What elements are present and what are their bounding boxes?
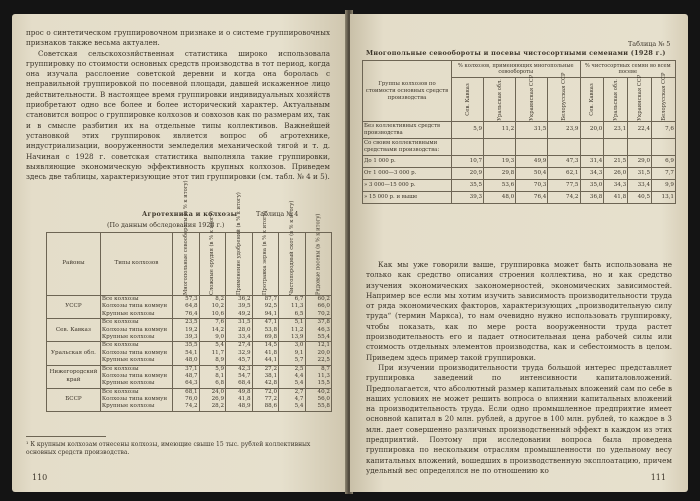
- value-cell: 41,8: [604, 192, 628, 204]
- column-header: Сложные орудия (в % к итогу): [199, 233, 225, 296]
- colkhoz-type: Крупные колхозы: [101, 403, 155, 410]
- region-header: Белорусская ССР: [548, 78, 580, 122]
- table-row: [363, 180, 676, 192]
- value: 5,4: [294, 403, 304, 410]
- colkhoz-type: Крупные колхозы: [101, 333, 155, 340]
- value-cell: 20,0: [580, 122, 604, 139]
- value-cell: 19,3: [484, 156, 516, 168]
- value: 22,5: [317, 357, 330, 364]
- region-header: Украинская ССР: [516, 78, 548, 122]
- value: 11,7: [211, 349, 225, 356]
- row-label: » 3 000—15 000 р.: [363, 180, 452, 192]
- region-cell: УССР: [47, 296, 101, 319]
- value-cell: [199, 388, 225, 411]
- value-cell: 33,4: [628, 180, 652, 192]
- value-cell: 50,4: [516, 168, 548, 180]
- value: 54,7: [238, 372, 251, 379]
- colkhoz-type: Крупные колхозы: [101, 310, 155, 317]
- value: 57,3: [185, 296, 198, 302]
- value-cell: 29,8: [484, 168, 516, 180]
- value-cell: 23,1: [604, 122, 628, 139]
- value: 36,2: [238, 296, 251, 302]
- value-cell: [279, 365, 305, 388]
- region-header: Уральская обл.: [484, 78, 516, 122]
- value-cell: [252, 342, 278, 365]
- value-cell: 11,2: [484, 122, 516, 139]
- value-cell: [516, 139, 548, 156]
- value: 11,3: [317, 372, 330, 379]
- column-header: Многопольные севообороты (в % к итогу): [173, 233, 199, 296]
- value-cell: [199, 319, 225, 342]
- value: 68,1: [185, 388, 198, 395]
- value-cell: [173, 365, 199, 388]
- value: 55,8: [317, 403, 330, 410]
- value-cell: [252, 365, 278, 388]
- value: 27,2: [264, 365, 278, 372]
- page-number: 110: [32, 473, 48, 482]
- value: 4,7: [294, 396, 304, 403]
- value: 8,9: [215, 357, 225, 364]
- value: 66,0: [317, 303, 330, 310]
- colkhoz-type: Крупные колхозы: [101, 380, 155, 387]
- value: 2,7: [294, 388, 304, 395]
- value-cell: 40,5: [628, 192, 652, 204]
- row-label: До 1 000 р.: [363, 156, 452, 168]
- value-cell: 49,9: [516, 156, 548, 168]
- region-cell: Уральская обл.: [47, 342, 101, 365]
- row-header: Группы колхозов по стоимости основных средств производства: [363, 61, 452, 122]
- value: 24,0: [211, 388, 225, 395]
- colkhoz-type: Колхозы типа коммун: [101, 326, 168, 333]
- right-page: [350, 14, 688, 492]
- value-cell: [199, 365, 225, 388]
- column-header: Районы: [47, 233, 101, 296]
- value-cell: [580, 139, 604, 156]
- value: 20,0: [317, 349, 330, 356]
- colkhoz-type: Колхозы типа коммун: [101, 349, 168, 356]
- table-row: [363, 122, 676, 139]
- value-cell: [252, 319, 278, 342]
- types-cell: [100, 342, 172, 365]
- value: 28,2: [211, 403, 225, 410]
- types-cell: [100, 388, 172, 411]
- colkhoz-type: Все колхозы: [101, 319, 139, 326]
- left-page: [12, 14, 348, 492]
- value: 8,7: [321, 365, 330, 372]
- colkhoz-type: Все колхозы: [101, 388, 139, 395]
- region-cell: БССР: [47, 388, 101, 411]
- left-body-text: [26, 28, 330, 182]
- paragraph: Как мы уже говорили выше, группировка может быть использована не только как средство описания строения коллектива, но и как средство изучения экономических закономерностей, экономических зависимостей. Например все если мы хотим изучить зависимость производительности труда от ряда экономических факторов, характеризующих „производительную силу труда“ (термин Маркса), то нам очевидно нужно использовать группировку, чтобы показать, как по мере роста вооруженности труда растет производительность его и падает относительная цена рабочей силы или стоимость отдельных элементов производства, как и себестоимость в целом. Приведем здесь пример такой группировки.: [366, 260, 672, 362]
- column-header: Применение удобрений (в % к итогу): [226, 233, 252, 296]
- value: 72,0: [264, 388, 278, 395]
- value-cell: [305, 342, 332, 365]
- value: 14,2: [211, 326, 225, 333]
- value: 76,0: [185, 396, 198, 403]
- column-header: Типы колхозов: [100, 233, 172, 296]
- paragraph: Советская сельскохозяйственная статистика широко использовала группировку по стоимости основных средств производства в тот период, когда она изучала расслоение советской деревни и когда она боролась с неправильной группировкой по посевной площади, давшей искаженное лицо действительности. В настоящее время группировки индивидуальных хозяйств приобретают одно все более и более исторический характер. Актуальным становится вопрос о группировке колхозов и совхозов как по размерам их, так и в смысле разбития их на отдельные типы коллективов. Важнейшей установкой этих группировок является вопрос об агротехнике, индустриализации, вооруженности земледелия механической тягой и т. д. Начиная с 1928 г. советская статистика выполняла такие группировки, выявляющие экономическую эффективность крупных колхозов. Приведем здесь две таблицы, характеризующие этот тип группировки (см. табл. № 4 и 5).: [26, 48, 330, 182]
- value: 42,3: [238, 365, 251, 372]
- value-cell: [305, 388, 332, 411]
- value: 9,1: [294, 349, 304, 356]
- colkhoz-type: Крупные колхозы: [101, 357, 155, 364]
- value: 14,5: [264, 342, 278, 349]
- value-cell: 22,4: [628, 122, 652, 139]
- types-cell: [100, 296, 172, 319]
- value: 48,9: [238, 403, 251, 410]
- row-label: Без коллективных средств производства: [363, 122, 452, 139]
- value: 4,4: [294, 372, 304, 379]
- value-cell: [252, 296, 278, 319]
- value-cell: [252, 388, 278, 411]
- region-header: Украинская ССР: [628, 78, 652, 122]
- value-cell: [548, 139, 580, 156]
- value: 70,2: [317, 310, 330, 317]
- value: 48,7: [185, 372, 198, 379]
- value: 54,1: [185, 349, 198, 356]
- value-cell: [226, 365, 252, 388]
- value-cell: [226, 342, 252, 365]
- paragraph: прос о синтетическом группировочном признаке и о системе группировочных признаков также весьма актуален.: [26, 28, 330, 48]
- value: 35,5: [185, 342, 198, 349]
- region-cell: Нижегородский край: [47, 365, 101, 388]
- value-cell: [173, 296, 199, 319]
- row-label: Со своим коллективными средствами производства:: [363, 139, 452, 156]
- value: 76,4: [185, 310, 198, 317]
- table-row: [47, 365, 332, 388]
- footnote: ¹ К крупным колхозам отнесены колхозы, имеющие свыше 15 тыс. рублей коллективных основных средств производства.: [26, 441, 311, 456]
- value-cell: [305, 296, 332, 319]
- region-header: Уральская обл.: [604, 78, 628, 122]
- value: 23,5: [185, 319, 198, 326]
- value-cell: 35,5: [452, 180, 484, 192]
- table-number: Таблица № 5: [628, 40, 671, 48]
- value-cell: 34,3: [580, 168, 604, 180]
- group-header: % колхозов, применяющих многопольные севообороты: [452, 61, 581, 78]
- value-cell: [226, 319, 252, 342]
- colkhoz-type: Все колхозы: [101, 342, 139, 349]
- region-header: Сев. Кавказ: [452, 78, 484, 122]
- value-cell: [173, 319, 199, 342]
- table-row: [363, 168, 676, 180]
- value: 60,2: [317, 296, 330, 302]
- value: 26,9: [211, 396, 225, 403]
- value: 46,3: [317, 326, 330, 333]
- value-cell: [279, 319, 305, 342]
- value-cell: [173, 342, 199, 365]
- value: 11,2: [291, 326, 304, 333]
- value: 11,3: [291, 303, 304, 310]
- value: 7,6: [215, 319, 225, 326]
- value: 19,2: [185, 326, 198, 333]
- colkhoz-type: Колхозы типа коммун: [101, 372, 168, 379]
- value: 2,5: [294, 365, 304, 372]
- colkhoz-type: Все колхозы: [101, 365, 139, 372]
- value-cell: [305, 319, 332, 342]
- value: 41,8: [264, 349, 278, 356]
- value: 6,5: [294, 310, 304, 317]
- table-number: Таблица № 4: [256, 210, 299, 218]
- value-cell: 9,9: [652, 180, 676, 192]
- table-title: Многопольные севообороты и посевы чистосортными семенами (1928 г.): [366, 49, 666, 57]
- value-cell: [226, 296, 252, 319]
- value-cell: [199, 342, 225, 365]
- region-header: Сев. Кавказ: [580, 78, 604, 122]
- value: 41,8: [238, 396, 251, 403]
- colkhoz-type: Колхозы типа коммун: [101, 303, 168, 310]
- value: 13,9: [291, 333, 304, 340]
- value: 28,0: [238, 326, 251, 333]
- value-cell: 31,5: [516, 122, 548, 139]
- value: 40,2: [317, 388, 330, 395]
- value: 6,8: [215, 380, 225, 387]
- value: 94,1: [264, 310, 278, 317]
- right-body-text: [366, 260, 672, 476]
- value: 53,8: [264, 326, 278, 333]
- value: 48,0: [185, 357, 198, 364]
- value: 92,5: [264, 303, 278, 310]
- value: 5,4: [215, 342, 225, 349]
- value: 42,8: [264, 380, 278, 387]
- footnote-rule: [26, 436, 106, 437]
- value: 39,3: [185, 333, 198, 340]
- value-cell: 5,9: [452, 122, 484, 139]
- table-row: [363, 192, 676, 204]
- value: 77,2: [264, 396, 278, 403]
- value: 45,7: [238, 357, 251, 364]
- column-header: Рядовые посевы (в % к итогу): [305, 233, 332, 296]
- value-cell: [173, 388, 199, 411]
- value: 3,0: [294, 342, 304, 349]
- value-cell: 77,5: [548, 180, 580, 192]
- value-cell: 21,5: [604, 156, 628, 168]
- value-cell: [226, 388, 252, 411]
- row-label: От 1 000—3 000 р.: [363, 168, 452, 180]
- value: 37,8: [317, 319, 330, 326]
- value-cell: [199, 296, 225, 319]
- row-label: » 15 000 р. и выше: [363, 192, 452, 204]
- value: 33,4: [238, 333, 251, 340]
- table-row: [47, 319, 332, 342]
- value: 49,8: [238, 388, 251, 395]
- value-cell: [279, 388, 305, 411]
- value-cell: 20,9: [452, 168, 484, 180]
- value: 68,4: [238, 380, 251, 387]
- value-cell: 39,3: [452, 192, 484, 204]
- value: 47,1: [264, 319, 278, 326]
- value-cell: 31,5: [628, 168, 652, 180]
- colkhoz-type: Все колхозы: [101, 296, 139, 302]
- value: 64,8: [185, 303, 198, 310]
- value-cell: 35,0: [580, 180, 604, 192]
- value-cell: 23,9: [548, 122, 580, 139]
- colkhoz-type: Колхозы типа коммун: [101, 396, 168, 403]
- value-cell: 10,7: [452, 156, 484, 168]
- column-header: Чистопородный скот (в % к итогу): [279, 233, 305, 296]
- crop-rotation-table: [362, 60, 676, 204]
- region-cell: Сев. Кавказ: [47, 319, 101, 342]
- value-cell: 26,0: [604, 168, 628, 180]
- value: 55,4: [317, 333, 330, 340]
- value: 49,2: [238, 310, 251, 317]
- value: 15,5: [317, 380, 330, 387]
- value: 27,4: [238, 342, 251, 349]
- value-cell: 76,4: [516, 192, 548, 204]
- value: 5,4: [294, 380, 304, 387]
- region-header: Белорусская ССР: [652, 78, 676, 122]
- table-title: Агротехника и колхозы: [142, 210, 238, 218]
- value-cell: 74,2: [548, 192, 580, 204]
- value: 88,6: [264, 403, 278, 410]
- value-cell: 34,3: [604, 180, 628, 192]
- table-subtitle: (По данным обследования 1928 г.): [107, 221, 225, 229]
- table-row: [47, 296, 332, 319]
- value-cell: 7,6: [652, 122, 676, 139]
- value-cell: [279, 342, 305, 365]
- types-cell: [100, 365, 172, 388]
- value: 31,5: [238, 319, 251, 326]
- value: 8,2: [215, 296, 225, 302]
- table-row: [47, 342, 332, 365]
- value: 38,1: [264, 372, 278, 379]
- paragraph: При изучении производительности труда большой интерес представляет группировка заведений по интенсивности капиталовложений. Предполагается, что абсолютный размер капитальных вложений сам по себе в наших условиях не может решить вопроса о влиянии капитальных вложений на производительность труда. Если одно промышленное предприятие имеет основной капитал в 20 млн. рублей, а другое в 100 млн. рублей, то каждое в 3 млн. дает совершенно различных производственный эффект в каждом из этих предприятий. Поэтому при исследовании вопроса была проведена группировка по нескольким отраслям промышленности по удельному весу капитальных вложений, вошедших в производственную эксплоатацию, причем удельный вес определялся не по отношению ко: [366, 362, 672, 475]
- value-cell: 62,1: [548, 168, 580, 180]
- value: 8,1: [215, 372, 225, 379]
- column-header: Протравка зерна (в % к итогу): [252, 233, 278, 296]
- value: 12,1: [317, 342, 330, 349]
- value-cell: [628, 139, 652, 156]
- value-cell: [484, 139, 516, 156]
- value: 5,1: [294, 319, 304, 326]
- value-cell: 6,9: [652, 156, 676, 168]
- table-row: [47, 388, 332, 411]
- group-header: % чистосортных семян во всем посеве: [580, 61, 676, 78]
- value: 74,2: [185, 403, 198, 410]
- value-cell: [652, 139, 676, 156]
- value-cell: [305, 365, 332, 388]
- value: 69,8: [264, 333, 278, 340]
- value: 10,2: [211, 303, 225, 310]
- value: 32,9: [238, 349, 251, 356]
- value: 64,3: [185, 380, 198, 387]
- value: 44,1: [264, 357, 278, 364]
- table-row: [363, 139, 676, 156]
- value-cell: 13,1: [652, 192, 676, 204]
- value-cell: [452, 139, 484, 156]
- value: 5,9: [215, 365, 225, 372]
- value: 9,0: [215, 333, 225, 340]
- value: 87,7: [264, 296, 278, 302]
- value: 10,6: [211, 310, 225, 317]
- value-cell: 48,0: [484, 192, 516, 204]
- value: 39,5: [238, 303, 251, 310]
- value: 6,7: [294, 296, 304, 302]
- value-cell: 53,6: [484, 180, 516, 192]
- value-cell: 70,3: [516, 180, 548, 192]
- types-cell: [100, 319, 172, 342]
- value-cell: 29,0: [628, 156, 652, 168]
- value: 56,0: [317, 396, 330, 403]
- value: 37,1: [185, 365, 198, 372]
- value-cell: 47,3: [548, 156, 580, 168]
- value-cell: [604, 139, 628, 156]
- value: 5,7: [294, 357, 304, 364]
- page-number: 111: [650, 473, 666, 482]
- value-cell: 36,8: [580, 192, 604, 204]
- table-row: [363, 156, 676, 168]
- value-cell: [279, 296, 305, 319]
- value-cell: 7,7: [652, 168, 676, 180]
- value-cell: 31,4: [580, 156, 604, 168]
